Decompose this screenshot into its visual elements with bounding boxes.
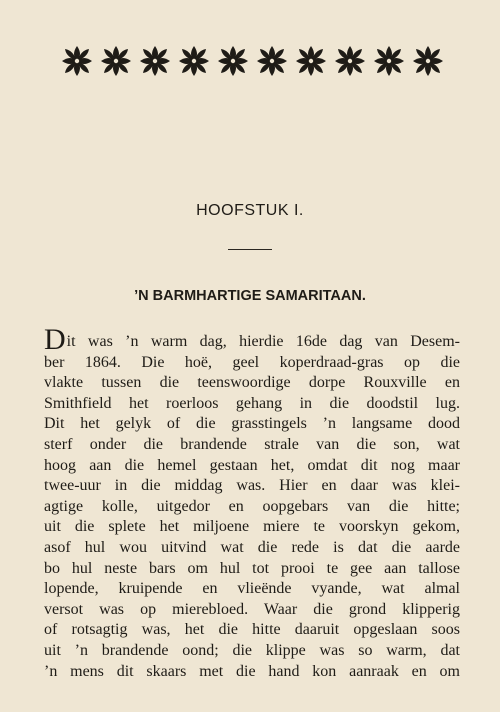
fleuron-icon [218,46,248,76]
body-line-8: twee-uur in die middag was. Hier en daar was klei- [44,477,460,495]
fleuron-icon [140,46,170,76]
fleuron-icon [179,46,209,76]
chapter-title: ’N BARMHARTIGE SAMARITAAN. [134,288,366,304]
fleuron-icon [413,46,443,76]
body-line-12: bo hul neste bars om hul tot prooi te gee aan tallose [44,559,460,577]
body-line-6: sterf onder die brandende strale van die son, wat [44,435,460,453]
dropcap: D [44,323,66,356]
fleuron-icon [335,46,365,76]
body-line-5: Dit het gelyk of die grasstingels ’n langsame dood [44,415,460,433]
body-line-16: uit ’n brandende oond; die klippe was so warm, dat [44,641,460,659]
body-line-17: ’n mens dit skaars met die hand kon aanraak en om [44,662,460,680]
body-line-10: uit die splete het miljoene miere te voorskyn gekom, [44,518,460,536]
ornament-band [56,38,446,84]
fleuron-icon [296,46,326,76]
fleuron-icon [257,46,287,76]
body-line-13: lopende, kruipende en vlieënde vyande, wat almal [44,580,460,598]
fleuron-icon [374,46,404,76]
chapter-heading: HOOFSTUK I. [196,202,304,219]
body-line-14: versot was op mierebloed. Waar die grond klipperig [44,600,460,618]
divider-rule [228,249,272,250]
fleuron-icon [62,46,92,76]
body-line-9: agtige kolle, uitgedor en oopgebars van die hitte; [44,497,460,515]
fleuron-icon [101,46,131,76]
body-line-7: hoog aan die hemel gestaan het, omdat dit nog maar [44,456,460,474]
body-line-1: Dit was ’n warm dag, hierdie 16de dag van Desem- [44,323,460,356]
body-line-2: ber 1864. Die hoë, geel koperdraad-gras op die [44,353,460,371]
body-paragraph [44,323,460,682]
body-line-15: of rotsagtig was, het die hitte daaruit opgeslaan soos [44,621,460,639]
body-line-4: Smithfield het roerloos gehang in die doodstil lug. [44,394,460,412]
body-line-11: asof hul wou uitvind wat die rede is dat die aarde [44,538,460,556]
body-line-3: vlakte tussen die teenswoordige dorpe Rouxville en [44,374,460,392]
